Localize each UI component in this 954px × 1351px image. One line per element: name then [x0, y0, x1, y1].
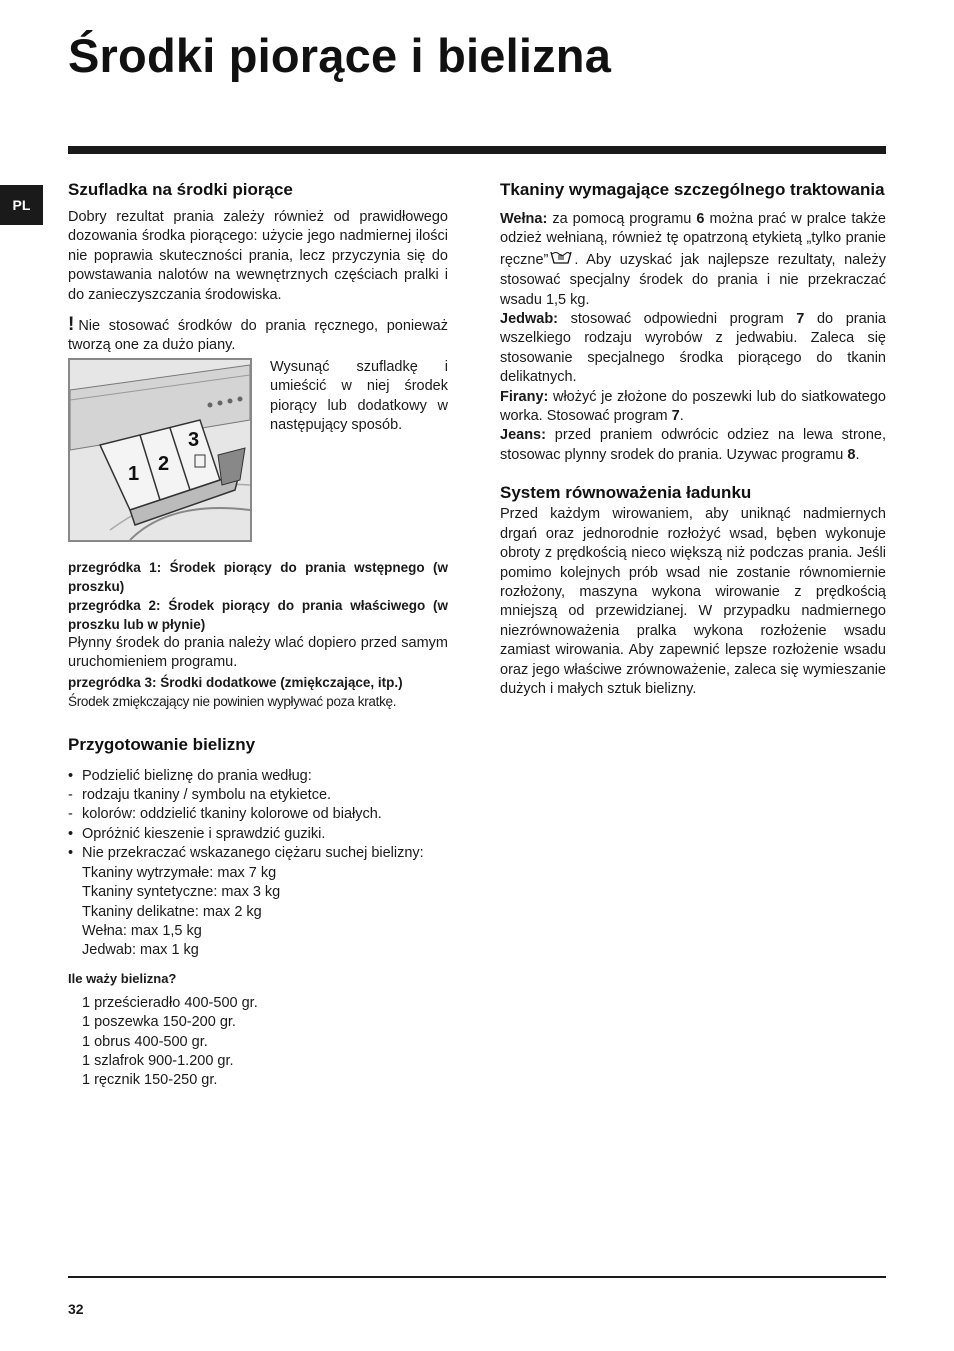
weight-item: 1 szlafrok 900-1.200 gr. — [82, 1052, 234, 1069]
balance-text: Przed każdym wirowaniem, aby uniknąć nadmiernych drgań oraz jednorodnie rozłożyć wsad, bęben wykonuje obroty z prędkością nieco większą niż podczas prania. Jeśli pomimo kolejnych prób wsad nie zostanie równomiernie rozłożony, maszyna wykona wirowanie z prędkością mniejszą od przewidzianej. W przypadku nadmiernego niezrównoważenia pralka wykona rozłożenie wsadu zamiast wirowania. Aby zapewnić lepsze rozłożenie wsadu oraz jego właściwe zrównoważenie, zaleca się wymieszanie dużych i małych sztuk bielizny. — [500, 506, 886, 697]
weight-item: 1 poszewka 150-200 gr. — [82, 1014, 236, 1031]
list-item: • Podzielić bieliznę do prania według: — [68, 767, 312, 784]
language-tab: PL — [0, 185, 43, 225]
weight-item: 1 ręcznik 150-250 gr. — [82, 1072, 218, 1089]
compartment-1: przegródka 1: Środek piorący do prania wstępnego (w proszku) — [68, 559, 448, 594]
limit-row: Wełna: max 1,5 kg — [82, 922, 202, 939]
list-item: - rodzaju tkaniny / symbolu na etykietce. — [68, 787, 332, 804]
drawer-figure-row — [68, 358, 448, 542]
weight-item: 1 prześcieradło 400-500 gr. — [82, 994, 258, 1011]
top-rule — [68, 146, 886, 154]
list-item: • Nie przekraczać wskazanego ciężaru suchej bielizny: — [68, 845, 424, 862]
compartment-3-label: 3 — [188, 428, 200, 451]
jeans-paragraph: Jeans: przed praniem odwrócic odziez na lewa strone, stosowac plynny srodek do prania. Uzywac programu 8. — [500, 427, 886, 463]
drawer-warning — [68, 315, 448, 356]
page-title: Środki piorące i bielizna — [68, 29, 612, 82]
weight-title: Ile waży bielizna? — [68, 970, 177, 986]
list-item: • Opróżnić kieszenie i sprawdzić guziki. — [68, 825, 326, 842]
list-item: - kolorów: oddzielić tkaniny kolorowe od białych. — [68, 806, 382, 823]
prep-list — [68, 767, 448, 864]
detergent-drawer-illustration — [68, 358, 252, 542]
figure-caption: Wysunąć szufladkę i umieścić w niej środek piorący lub dodatkowy w następujący sposób. — [270, 358, 448, 434]
limit-row: Jedwab: max 1 kg — [82, 942, 199, 959]
page-number: 32 — [68, 1301, 84, 1317]
weight-item: 1 obrus 400-500 gr. — [82, 1033, 208, 1050]
weight-limits — [68, 864, 448, 961]
wool-paragraph: Wełna: za pomocą programu 6 można prać w pralce także odzież wełnianą, również tę opatrzoną etykietą „tylko pranie ręczne” . Aby uzyskać jak najlepsze rezultaty, należy stosować specjalny środek do prania i nie przekraczać wsadu 1,5 kg. — [500, 211, 886, 308]
compartment-3-note: Środek zmiękczający nie powinien wypływać poza kratkę. — [68, 693, 397, 709]
compartment-1-label: 1 — [128, 462, 140, 485]
hand-wash-icon — [550, 249, 572, 271]
prep-heading: Przygotowanie bielizny — [68, 734, 256, 754]
warning-icon: ! — [68, 314, 75, 336]
curtains-paragraph: Firany: włożyć je złożone do poszewki lub do siatkowatego worka. Stosować program 7. — [500, 388, 886, 425]
compartments-list — [68, 558, 448, 711]
bottom-rule — [68, 1276, 886, 1278]
warning-text: Nie stosować środków do prania ręcznego, ponieważ tworzą one za dużo piany. — [68, 318, 448, 354]
balance-heading: System równoważenia ładunku — [500, 483, 752, 503]
compartment-2-note: Płynny środek do prania należy wlać dopiero przed samym uruchomieniem programu. — [68, 634, 448, 671]
silk-paragraph: Jedwab: stosować odpowiedni program 7 do prania wszelkiego rodzaju wyrobów z jedwabiu. Zaleca się stosowanie specjalnego środka piorącego do tkanin delikatnych. — [500, 311, 886, 386]
special-fabrics-heading: Tkaniny wymagające szczególnego traktowania — [500, 180, 885, 199]
compartment-3: przegródka 3: Środki dodatkowe (zmiękczające, itp.) — [68, 674, 403, 690]
right-column — [500, 180, 886, 699]
weights-list — [68, 994, 448, 1091]
limit-row: Tkaniny wytrzymałe: max 7 kg — [82, 864, 277, 881]
drawer-heading: Szufladka na środki piorące — [68, 180, 293, 199]
limit-row: Tkaniny delikatne: max 2 kg — [82, 903, 262, 920]
limit-row: Tkaniny syntetyczne: max 3 kg — [82, 884, 281, 901]
drawer-intro: Dobry rezultat prania zależy również od prawidłowego dozowania środka piorącego: użycie jego nadmiernej ilości nie poprawia skuteczności prania, lecz przyczynia się do powstawania nalotów na wewnętrznych częściach pralki i do zanieczyszczania środowiska. — [68, 209, 448, 303]
left-column — [68, 180, 448, 1091]
compartment-2-label: 2 — [158, 452, 170, 475]
compartment-2: przegródka 2: Środek piorący do prania właściwego (w proszku lub w płynie) — [68, 597, 448, 632]
